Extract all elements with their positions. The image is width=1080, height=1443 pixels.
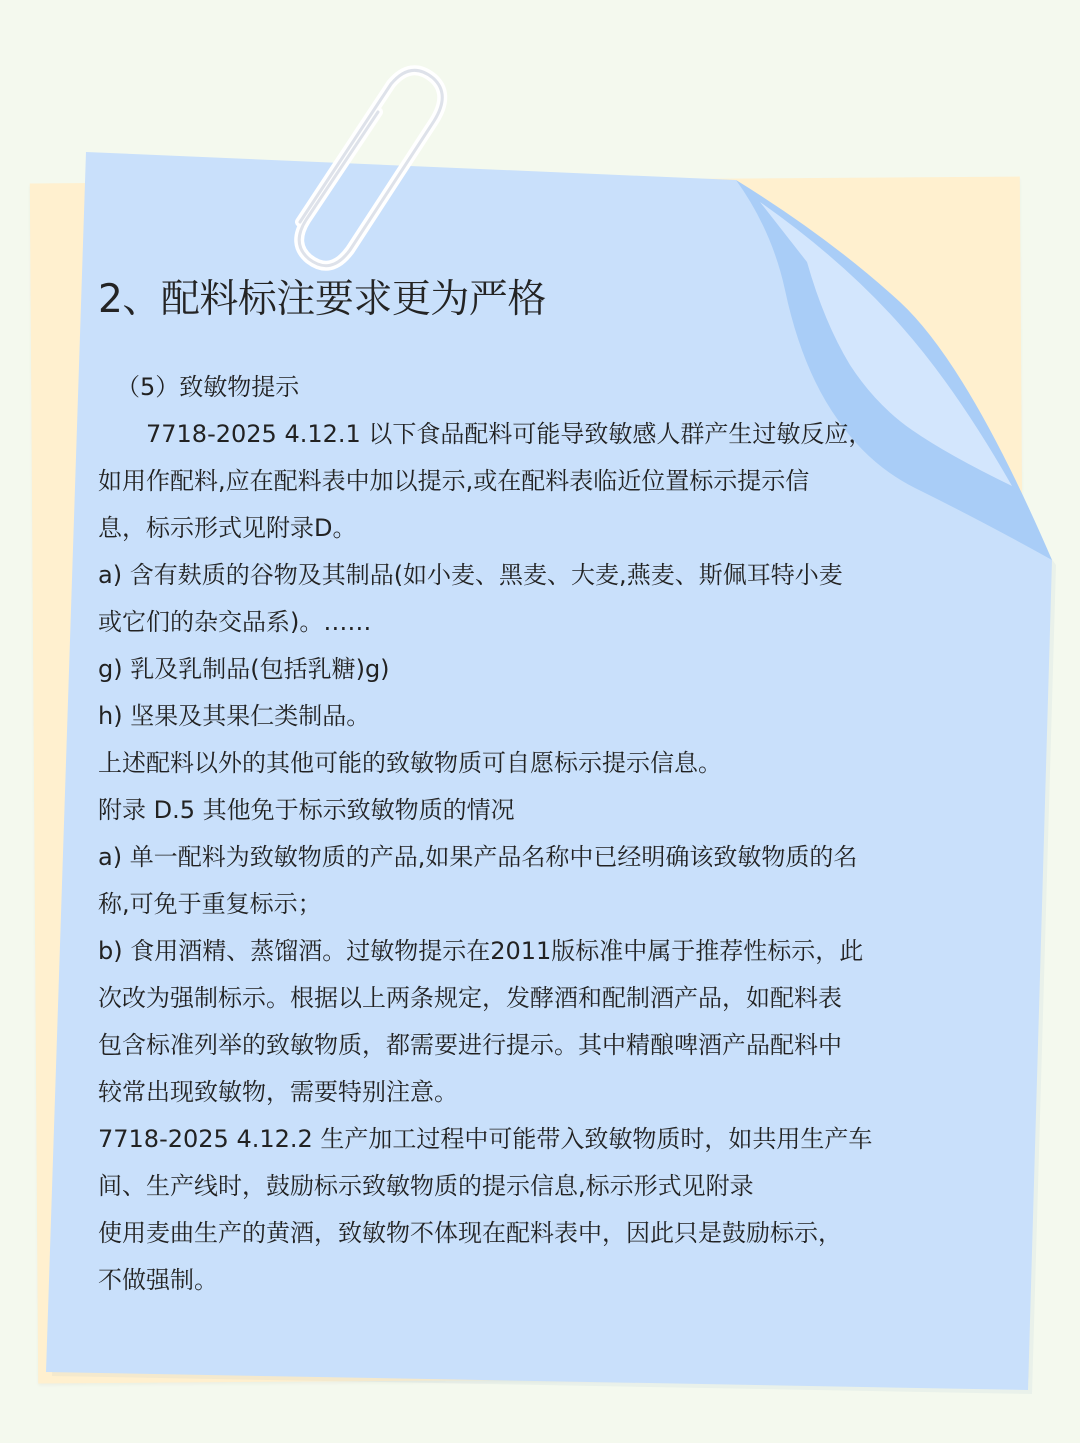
paragraph-line: 上述配料以外的其他可能的致敏物质可自愿标示提示信息。 — [98, 749, 722, 777]
paragraph-line: 7718-2025 4.12.2 生产加工过程中可能带入致敏物质时，如共用生产车 — [98, 1125, 873, 1153]
paragraph-line: a) 单一配料为致敏物质的产品,如果产品名称中已经明确该致敏物质的名 — [98, 843, 858, 871]
paragraph-line: b) 食用酒精、蒸馏酒。过敏物提示在2011版标准中属于推荐性标示，此 — [98, 937, 864, 965]
paragraph-line: 次改为强制标示。根据以上两条规定，发酵酒和配制酒产品，如配料表 — [98, 984, 842, 1012]
paragraph-line: 包含标准列举的致敏物质，都需要进行提示。其中精酿啤酒产品配料中 — [98, 1031, 842, 1059]
paragraph-line: a) 含有麸质的谷物及其制品(如小麦、黑麦、大麦,燕麦、斯佩耳特小麦 — [98, 561, 843, 589]
paragraph-line: 不做强制。 — [98, 1266, 218, 1294]
paragraph-line: 间、生产线时，鼓励标示致敏物质的提示信息,标示形式见附录 — [98, 1172, 754, 1200]
paragraph-line: h) 坚果及其果仁类制品。 — [98, 702, 371, 730]
paragraph-line: 附录 D.5 其他免于标示致敏物质的情况 — [98, 796, 515, 824]
paragraph-line: 或它们的杂交品系)。…… — [98, 608, 372, 636]
paragraph-line: 如用作配料,应在配料表中加以提示,或在配料表临近位置标示提示信 — [98, 467, 810, 495]
section-heading: （5）致敏物提示 — [116, 373, 300, 401]
paperclip-icon — [270, 60, 470, 270]
paragraph-line: g) 乳及乳制品(包括乳糖)g) — [98, 655, 390, 683]
page-title: 2、配料标注要求更为严格 — [98, 277, 546, 322]
paragraph-line: 7718-2025 4.12.1 以下食品配料可能导致敏感人群产生过敏反应， — [146, 420, 873, 448]
note-content — [98, 364, 978, 1304]
paragraph-line: 息，标示形式见附录D。 — [98, 514, 357, 542]
paragraph-line: 称,可免于重复标示； — [98, 890, 322, 918]
paragraph-line: 使用麦曲生产的黄酒，致敏物不体现在配料表中，因此只是鼓励标示， — [98, 1219, 842, 1247]
paragraph-line: 较常出现致敏物，需要特别注意。 — [98, 1078, 458, 1106]
